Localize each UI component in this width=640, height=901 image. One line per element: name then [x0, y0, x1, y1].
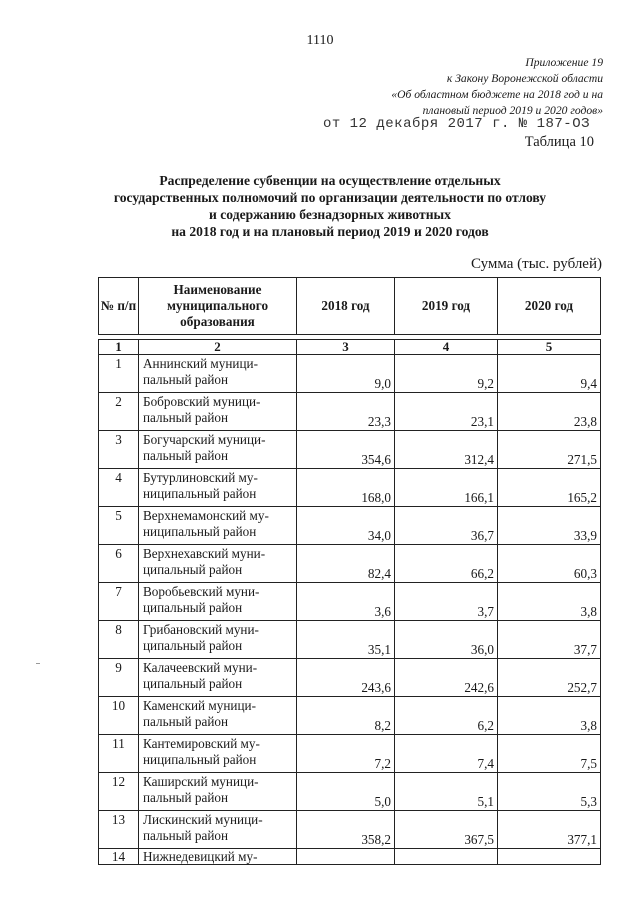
- header-2020: 2020 год: [498, 278, 601, 335]
- column-number: 5: [498, 340, 601, 355]
- amount-2019: 36,0: [395, 621, 498, 659]
- amount-2019: 367,5: [395, 811, 498, 849]
- table-row: [99, 811, 601, 849]
- units-label: Сумма (тыс. рублей): [470, 256, 602, 272]
- amount-2019: 66,2: [395, 545, 498, 583]
- law-date-stamp: от 12 декабря 2017 г. № 187-ОЗ: [322, 116, 590, 132]
- amount-2019: 6,2: [395, 697, 498, 735]
- municipality-name-line: ципальный район: [143, 562, 243, 577]
- document-title: [60, 172, 600, 240]
- title-line: на 2018 год и на плановый период 2019 и 2020 годов: [171, 224, 489, 239]
- row-number: 14: [99, 849, 139, 865]
- amount-2018: 358,2: [297, 811, 395, 849]
- table-row: [99, 431, 601, 469]
- row-number: 13: [99, 811, 139, 849]
- amount-2020: 9,4: [498, 355, 601, 393]
- municipality-name: [139, 621, 297, 659]
- municipality-name: [139, 469, 297, 507]
- amount-2019: 3,7: [395, 583, 498, 621]
- appendix-line: плановый период 2019 и 2020 годов»: [422, 104, 603, 117]
- amount-2020: 3,8: [498, 697, 601, 735]
- row-number: 3: [99, 431, 139, 469]
- amount-2019: 242,6: [395, 659, 498, 697]
- municipality-name: [139, 355, 297, 393]
- table-row: [99, 469, 601, 507]
- municipality-name-line: Калачеевский муни-: [143, 660, 258, 675]
- amount-2020: 37,7: [498, 621, 601, 659]
- amount-2019: 166,1: [395, 469, 498, 507]
- amount-2018: 354,6: [297, 431, 395, 469]
- header-municipality: Наименование муниципального образования: [139, 278, 297, 335]
- table-number: Таблица 10: [524, 134, 594, 150]
- municipality-name-line: Кантемировский му-: [143, 736, 260, 751]
- municipality-name: [139, 659, 297, 697]
- amount-2020: 23,8: [498, 393, 601, 431]
- subsidy-table: [98, 277, 601, 865]
- row-number: 11: [99, 735, 139, 773]
- amount-2018: 5,0: [297, 773, 395, 811]
- column-number: 3: [297, 340, 395, 355]
- appendix-line: Приложение 19: [525, 56, 603, 69]
- amount-2018: 3,6: [297, 583, 395, 621]
- title-line: государственных полномочий по организации деятельности по отлову: [113, 190, 547, 205]
- row-number: 7: [99, 583, 139, 621]
- appendix-block: [391, 55, 603, 119]
- table-row: [99, 735, 601, 773]
- column-number-row: [99, 340, 601, 355]
- amount-2018: 23,3: [297, 393, 395, 431]
- municipality-name-line: Верхнехавский муни-: [143, 546, 266, 561]
- municipality-name-line: пальный район: [143, 790, 229, 805]
- header-number: № п/п: [99, 278, 139, 335]
- row-number: 9: [99, 659, 139, 697]
- municipality-name: [139, 583, 297, 621]
- amount-2020: [498, 849, 601, 865]
- amount-2018: 168,0: [297, 469, 395, 507]
- row-number: 12: [99, 773, 139, 811]
- municipality-name: [139, 735, 297, 773]
- amount-2019: [395, 849, 498, 865]
- municipality-name-line: Лискинский муници-: [143, 812, 263, 827]
- table-row: [99, 697, 601, 735]
- table-row: [99, 545, 601, 583]
- municipality-name: [139, 773, 297, 811]
- title-line: Распределение субвенции на осуществление отдельных: [159, 173, 501, 188]
- municipality-name-line: ниципальный район: [143, 524, 257, 539]
- municipality-name-line: ниципальный район: [143, 486, 257, 501]
- amount-2018: [297, 849, 395, 865]
- page-number: 1110: [306, 33, 334, 48]
- amount-2019: 36,7: [395, 507, 498, 545]
- amount-2019: 9,2: [395, 355, 498, 393]
- row-number: 2: [99, 393, 139, 431]
- amount-2020: 3,8: [498, 583, 601, 621]
- table-row: [99, 773, 601, 811]
- table-row: [99, 355, 601, 393]
- amount-2018: 243,6: [297, 659, 395, 697]
- amount-2019: 5,1: [395, 773, 498, 811]
- amount-2018: 9,0: [297, 355, 395, 393]
- row-number: 8: [99, 621, 139, 659]
- table-row: [99, 621, 601, 659]
- column-number: 1: [99, 340, 139, 355]
- amount-2018: 82,4: [297, 545, 395, 583]
- municipality-name-line: Каширский муници-: [143, 774, 259, 789]
- amount-2020: 165,2: [498, 469, 601, 507]
- municipality-name: [139, 545, 297, 583]
- row-number: 4: [99, 469, 139, 507]
- column-number: 4: [395, 340, 498, 355]
- row-number: 1: [99, 355, 139, 393]
- municipality-name-line: пальный район: [143, 448, 229, 463]
- row-number: 5: [99, 507, 139, 545]
- municipality-name-line: ниципальный район: [143, 752, 257, 767]
- municipality-name-line: пальный район: [143, 828, 229, 843]
- municipality-name-line: Богучарский муници-: [143, 432, 266, 447]
- table-header-row: [99, 278, 601, 335]
- municipality-name-line: Воробьевский муни-: [143, 584, 260, 599]
- amount-2020: 271,5: [498, 431, 601, 469]
- municipality-name: [139, 393, 297, 431]
- amount-2018: 8,2: [297, 697, 395, 735]
- appendix-line: «Об областном бюджете на 2018 год и на: [391, 88, 603, 101]
- table-row: [99, 659, 601, 697]
- municipality-name: [139, 697, 297, 735]
- amount-2020: 377,1: [498, 811, 601, 849]
- amount-2019: 23,1: [395, 393, 498, 431]
- title-line: и содержанию безнадзорных животных: [209, 207, 451, 222]
- amount-2020: 252,7: [498, 659, 601, 697]
- municipality-name-line: ципальный район: [143, 676, 243, 691]
- amount-2018: 35,1: [297, 621, 395, 659]
- municipality-name-line: Аннинский муници-: [143, 356, 258, 371]
- municipality-name-line: Бутурлиновский му-: [143, 470, 258, 485]
- amount-2020: 7,5: [498, 735, 601, 773]
- row-number: 10: [99, 697, 139, 735]
- municipality-name: [139, 811, 297, 849]
- table-row: [99, 393, 601, 431]
- municipality-name-line: Верхнемамонский му-: [143, 508, 269, 523]
- municipality-name-line: Грибановский муни-: [143, 622, 259, 637]
- municipality-name: Нижнедевицкий му-: [139, 849, 297, 865]
- table-row-partial: [99, 849, 601, 865]
- appendix-line: к Закону Воронежской области: [446, 72, 603, 85]
- municipality-name: [139, 431, 297, 469]
- amount-2020: 5,3: [498, 773, 601, 811]
- municipality-name-line: ципальный район: [143, 600, 243, 615]
- amount-2020: 60,3: [498, 545, 601, 583]
- municipality-name: [139, 507, 297, 545]
- municipality-name-line: Бобровский муници-: [143, 394, 261, 409]
- amount-2018: 34,0: [297, 507, 395, 545]
- amount-2020: 33,9: [498, 507, 601, 545]
- municipality-name-line: пальный район: [143, 714, 229, 729]
- amount-2019: 312,4: [395, 431, 498, 469]
- header-2019: 2019 год: [395, 278, 498, 335]
- header-2018: 2018 год: [297, 278, 395, 335]
- row-number: 6: [99, 545, 139, 583]
- municipality-name-line: пальный район: [143, 410, 229, 425]
- table-row: [99, 507, 601, 545]
- amount-2019: 7,4: [395, 735, 498, 773]
- municipality-name-line: ципальный район: [143, 638, 243, 653]
- table-row: [99, 583, 601, 621]
- municipality-name-line: Каменский муници-: [143, 698, 256, 713]
- margin-mark: [36, 663, 40, 664]
- amount-2018: 7,2: [297, 735, 395, 773]
- municipality-name-line: пальный район: [143, 372, 229, 387]
- column-number: 2: [139, 340, 297, 355]
